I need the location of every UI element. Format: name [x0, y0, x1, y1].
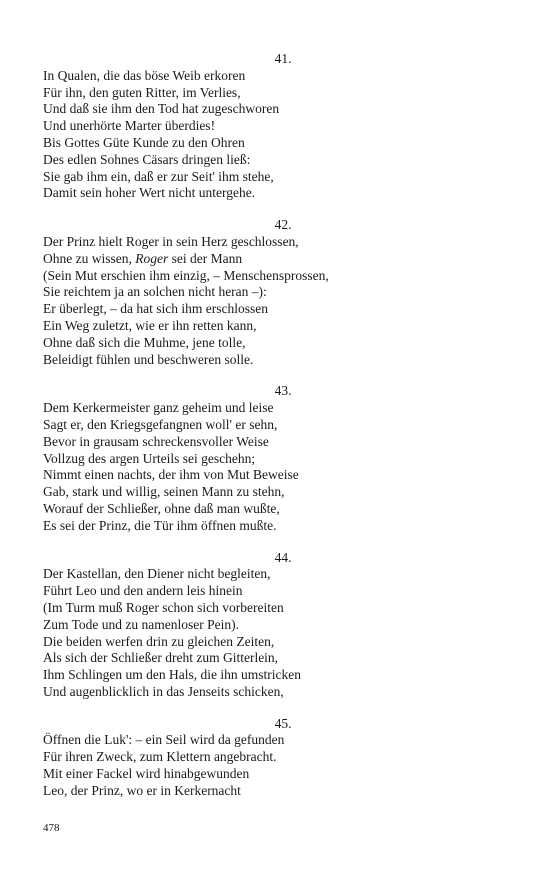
- stanza-number: 43.: [274, 383, 292, 399]
- verse-line: Und unerhörte Marter überdies!: [43, 118, 216, 134]
- verse-line: (Sein Mut erschien ihm einzig, – Menschensprossen,: [43, 267, 329, 283]
- verse-italic-name: Roger: [135, 250, 169, 266]
- verse-text: Ohne zu wissen,: [43, 250, 136, 266]
- verse-line: [43, 251, 513, 268]
- verse-line: Ihm Schlingen um den Hals, die ihn umstricken: [43, 667, 301, 683]
- verse-line: Des edlen Sohnes Cäsars dringen ließ:: [43, 151, 251, 167]
- verse-line: (Im Turm muß Roger schon sich vorbereiten: [43, 599, 284, 615]
- verse-line: In Qualen, die das böse Weib erkoren: [43, 67, 246, 83]
- verse-line: Sagt er, den Kriegsgefangnen woll' er sehn,: [43, 416, 278, 432]
- verse-line: Für ihren Zweck, zum Klettern angebracht.: [43, 749, 277, 765]
- verse-line: Der Prinz hielt Roger in sein Herz geschlossen,: [43, 233, 299, 249]
- verse-line: Er überlegt, – da hat sich ihm erschlossen: [43, 301, 268, 317]
- verse-line: Mit einer Fackel wird hinabgewunden: [43, 766, 250, 782]
- verse-line: Für ihn, den guten Ritter, im Verlies,: [43, 84, 241, 100]
- verse-line: Der Kastellan, den Diener nicht begleiten,: [43, 566, 271, 582]
- verse-line: Leo, der Prinz, wo er in Kerkernacht: [43, 782, 241, 798]
- verse-line: Bevor in grausam schreckensvoller Weise: [43, 433, 269, 449]
- verse-line: Ohne daß sich die Muhme, jene tolle,: [43, 334, 246, 350]
- verse-text: sei der Mann: [168, 250, 243, 266]
- stanza-45: [43, 716, 513, 800]
- verse-line: Vollzug des argen Urteils sei geschehn;: [43, 450, 256, 466]
- verse-line: Damit sein hoher Wert nicht untergehe.: [43, 185, 256, 201]
- verse-line: Gab, stark und willig, seinen Mann zu stehn,: [43, 484, 285, 500]
- verse-line: Bis Gottes Güte Kunde zu den Ohren: [43, 134, 245, 150]
- stanza-43: [43, 383, 513, 534]
- verse-line: Es sei der Prinz, die Tür ihm öffnen mußte.: [43, 517, 277, 533]
- verse-line: Und daß sie ihm den Tod hat zugeschworen: [43, 101, 280, 117]
- verse-line: Als sich der Schließer dreht zum Gitterlein,: [43, 650, 279, 666]
- verse-line: Nimmt einen nachts, der ihm von Mut Beweise: [43, 467, 299, 483]
- stanza-number: 45.: [274, 715, 292, 731]
- stanza-41: [43, 51, 513, 202]
- page-number: 478: [43, 822, 60, 834]
- verse-line: Dem Kerkermeister ganz geheim und leise: [43, 400, 274, 416]
- verse-line: Führt Leo und den andern leis hinein: [43, 583, 243, 599]
- verse-line: Und augenblicklich in das Jenseits schicken,: [43, 683, 284, 699]
- stanza-number: 44.: [274, 549, 292, 565]
- verse-line: Sie gab ihm ein, daß er zur Seit' ihm stehe,: [43, 168, 274, 184]
- stanza-44: [43, 550, 513, 701]
- verse-line: Beleidigt fühlen und beschweren solle.: [43, 351, 254, 367]
- verse-line: Die beiden werfen drin zu gleichen Zeiten,: [43, 633, 275, 649]
- verse-line: Zum Tode und zu namenloser Pein).: [43, 616, 240, 632]
- stanza-number: 41.: [274, 51, 292, 66]
- verse-line: Öffnen die Luk': – ein Seil wird da gefunden: [43, 732, 285, 748]
- poem-page: [43, 51, 513, 815]
- verse-line: Ein Weg zuletzt, wie er ihn retten kann,: [43, 317, 257, 333]
- stanza-42: [43, 217, 513, 368]
- verse-line: Sie reichtem ja an solchen nicht heran –):: [43, 284, 267, 300]
- stanza-number: 42.: [274, 217, 292, 233]
- verse-line: Worauf der Schließer, ohne daß man wußte,: [43, 500, 280, 516]
